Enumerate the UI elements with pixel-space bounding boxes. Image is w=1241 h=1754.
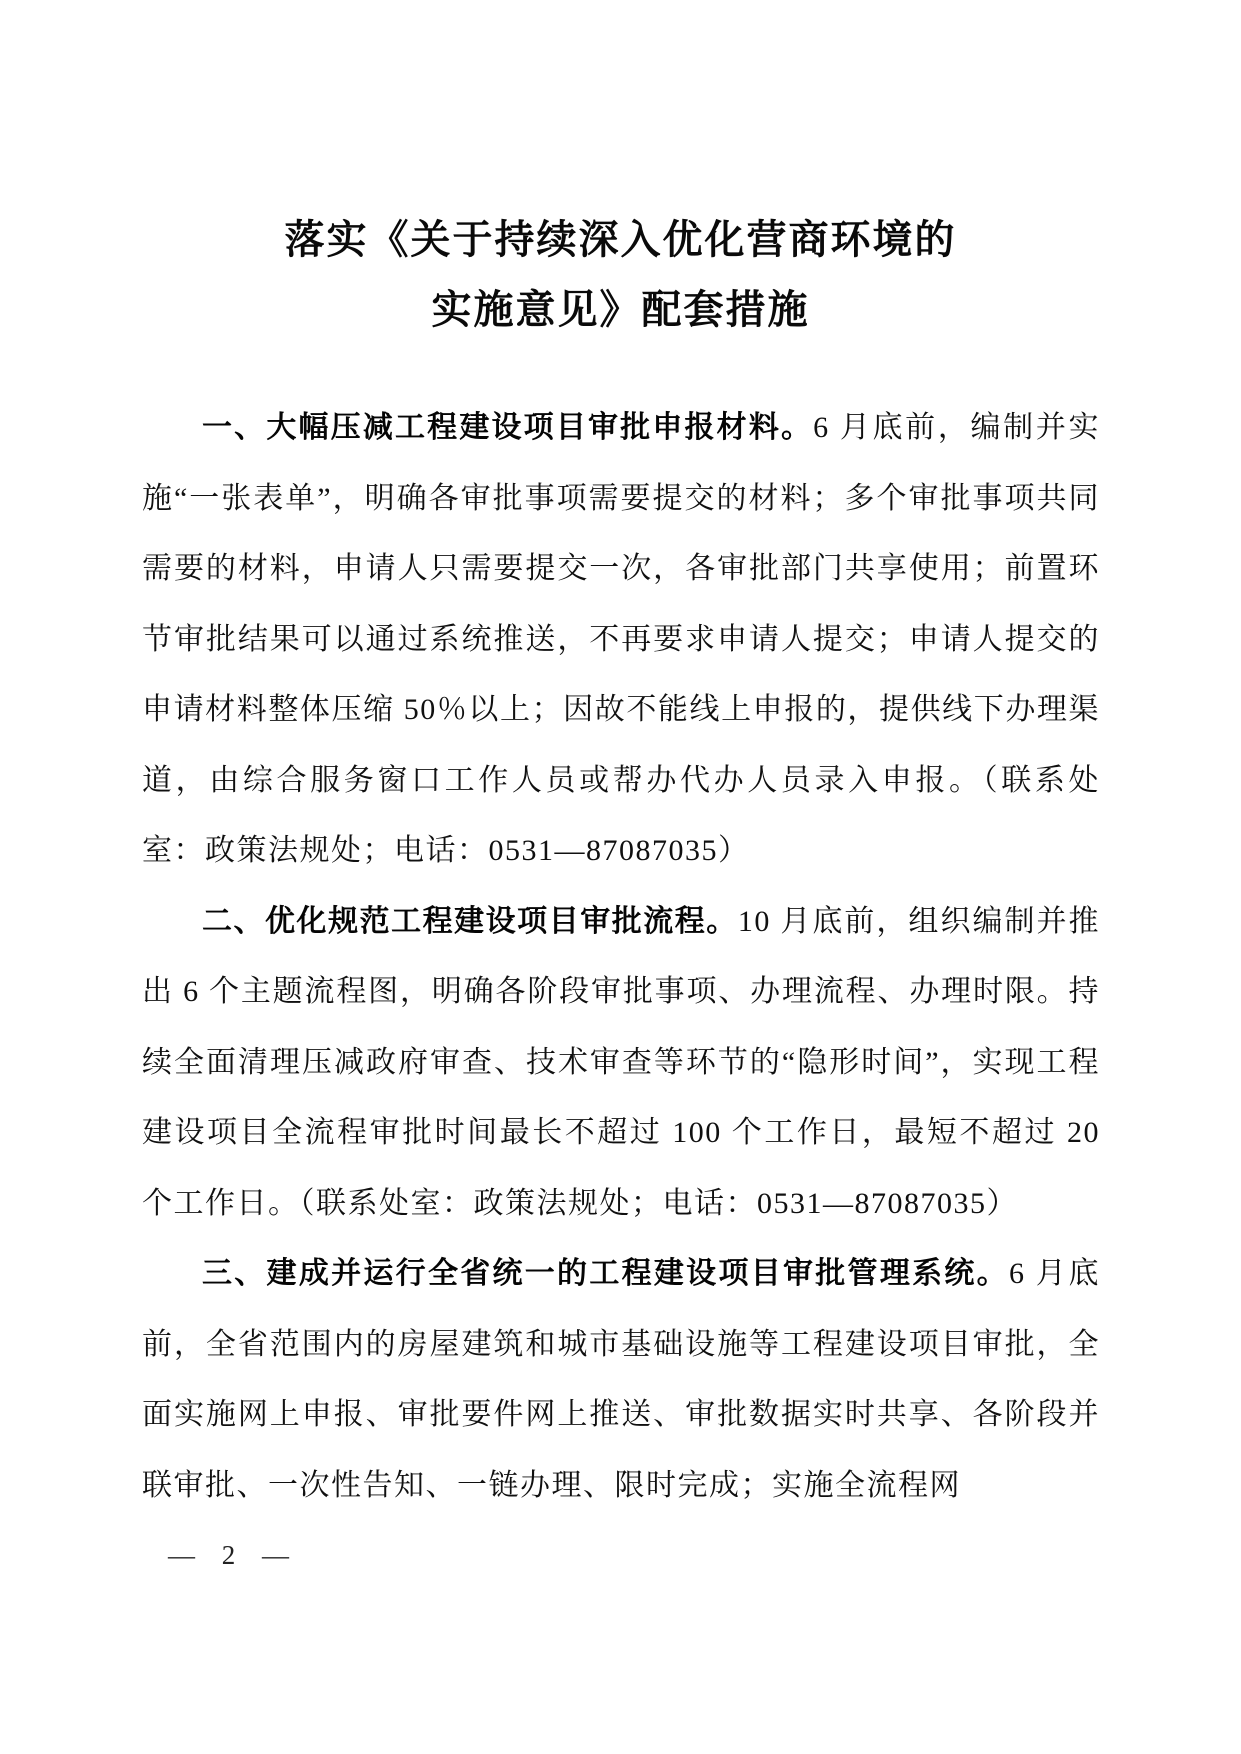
paragraph-2-heading: 二、优化规范工程建设项目审批流程。 (202, 904, 738, 938)
paragraph-2-text: 10 月底前，组织编制并推出 6 个主题流程图，明确各阶段审批事项、办理流程、办理时限。持续全面清理压减政府审查、技术审查等环节的“隐形时间”，实现工程建设项目全流程审批时间最长不超过 100 个工作日，最短不超过 20 个工作日。（联系处室：政策法规处；电话：0531—87087035） (142, 904, 1101, 1220)
document-title (0, 205, 1241, 345)
paragraph-3-text: 6 月底前，全省范围内的房屋建筑和城市基础设施等工程建设项目审批，全面实施网上申报、审批要件网上推送、审批数据实时共享、各阶段并联审批、一次性告知、一链办理、限时完成；实施全流程网 (142, 1257, 1101, 1502)
document-title-line-1: 落实《关于持续深入优化营商环境的 (284, 217, 957, 262)
paragraph-2 (142, 887, 1100, 1240)
document-body (142, 393, 1100, 1521)
paragraph-1-text: 6 月底前，编制并实施“一张表单”，明确各审批事项需要提交的材料；多个审批事项共同需要的材料，申请人只需要提交一次，各审批部门共享使用；前置环节审批结果可以通过系统推送，不再要求申请人提交；申请人提交的申请材料整体压缩 50％以上；因故不能线上申报的，提供线下办理渠道，由综合服务窗口工作人员或帮办代办人员录入申报。（联系处室：政策法规处；电话：0531—87087035） (142, 411, 1101, 867)
page-number: — 2 — (168, 1540, 299, 1570)
paragraph-3-heading: 三、建成并运行全省统一的工程建设项目审批管理系统。 (202, 1257, 1009, 1290)
paragraph-1 (142, 393, 1100, 887)
paragraph-3 (142, 1239, 1100, 1521)
document-title-line-2: 实施意见》配套措施 (431, 287, 810, 332)
paragraph-1-heading: 一、大幅压减工程建设项目审批申报材料。 (202, 411, 814, 444)
